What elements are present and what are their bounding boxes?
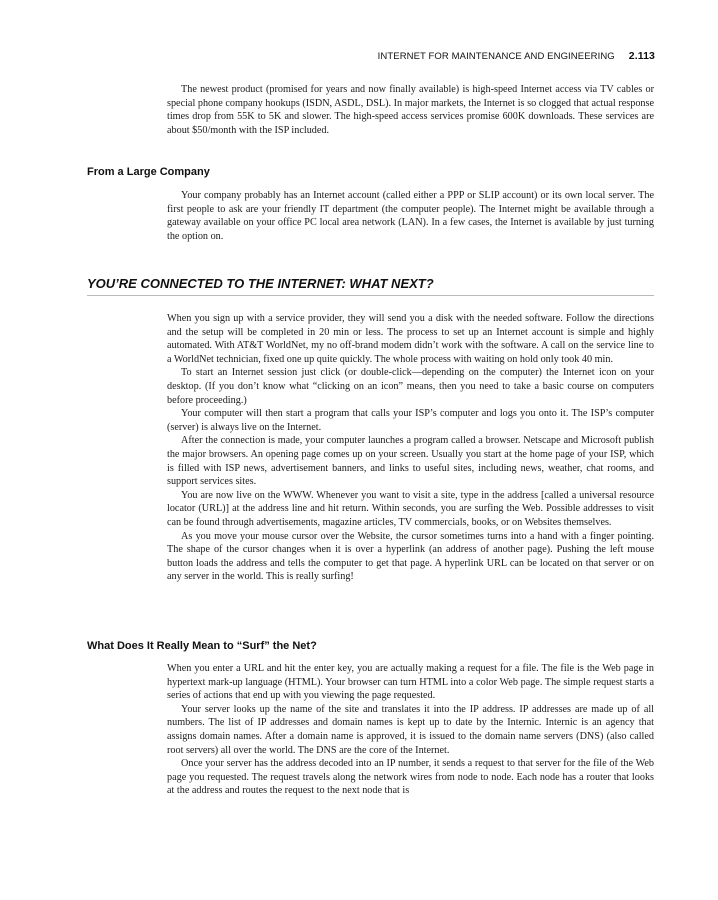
paragraph: When you enter a URL and hit the enter key, you are actually making a request for a file. The file is the Web page in hypertext mark-up language (HTML). Your browser can turn HTML into a color Web page. The simple request starts a series of actions that end up with you viewing the page requested. xyxy=(167,663,654,702)
page-number: 2.113 xyxy=(628,50,655,62)
paragraph: When you sign up with a service provider, they will send you a disk with the needed software. Follow the directions and the setup will be completed in 20 min or less. The process to set up an Internet account is simple and highly automated. With AT&T WorldNet, my no off-brand modem didn’t work with the software. A call on the service line to a WorldNet technician, fixed one up quite quickly. The whole process with waiting on hold only took 40 min. xyxy=(167,313,654,365)
running-title: INTERNET FOR MAINTENANCE AND ENGINEERING xyxy=(377,51,615,62)
paragraph: Your computer will then start a program that calls your ISP’s computer and logs you onto it. The ISP’s computer (server) is always live on the Internet. xyxy=(167,408,654,433)
paragraph: The newest product (promised for years and now finally available) is high-speed Internet access via TV cables or special phone company hookups (ISDN, ASDL, DSL). In major markets, the Internet is so clogged that actual response times drop from 55K to 5K and slower. The high-speed access services promise 600K downloads. These services are about $50/month with the ISP included. xyxy=(167,84,654,136)
section-heading-large-company: From a Large Company xyxy=(87,166,210,178)
section-heading-surf: What Does It Really Mean to “Surf” the Net? xyxy=(87,640,317,652)
paragraph: Your server looks up the name of the site and translates it into the IP address. IP addresses are made up of all numbers. The list of IP addresses and domain names is kept up to date by the Internic. Internic is an agency that assigns domain names. After a domain name is approved, it is issued to the domain name servers (DNS) (also called root servers) all over the world. The DNS are the core of the Internet. xyxy=(167,703,654,756)
intro-section xyxy=(167,83,654,137)
paragraph: As you move your mouse cursor over the Website, the cursor sometimes turns into a hand with a finger pointing. The shape of the cursor changes when it is over a hyperlink (an address of another page). Pushing the left mouse button loads the address and tells the computer to get that page. A hyperlink URL can be located on that server or on any server in the world. This is really surfing! xyxy=(167,530,654,583)
paragraph: Your company probably has an Internet account (called either a PPP or SLIP account) or its own local server. The first people to ask are your friendly IT department (the computer people). The Internet might be available through a gateway available on your office PC local area network (LAN). In a few cases, the Internet is available by just turning the option on. xyxy=(167,190,654,242)
paragraph: You are now live on the WWW. Whenever you want to visit a site, type in the address [called a universal resource locator (URL)] at the address line and hit return. Within seconds, you are surfing the Web. Possible addresses to visit can be found through advertisements, magazine articles, TV commercials, books, or on Websites themselves. xyxy=(167,489,654,528)
large-company-section xyxy=(167,189,654,243)
running-header xyxy=(378,50,655,62)
paragraph: To start an Internet session just click (or double-click—depending on the computer) the Internet icon on your desktop. (If you don’t know what “clicking on an icon” means, then you need to take a basic course on computers before proceeding.) xyxy=(167,367,654,406)
surf-section xyxy=(167,662,654,798)
paragraph: After the connection is made, your computer launches a program called a browser. Netscape and Microsoft publish the major browsers. An opening page comes up on your screen. Usually you start at the home page of your ISP, which is filled with ISP news, advertisement banners, and links to useful sites, including news, weather, chat rooms, and support services sites. xyxy=(167,435,654,488)
chapter-heading-connected: YOU’RE CONNECTED TO THE INTERNET: WHAT NEXT? xyxy=(87,276,654,296)
paragraph: Once your server has the address decoded into an IP number, it sends a request to that server for the file of the Web page you requested. The request travels along the network wires from node to node. Each node has a router that looks at the address and routes the request to the next node that is xyxy=(167,758,654,797)
connected-section xyxy=(167,312,654,584)
